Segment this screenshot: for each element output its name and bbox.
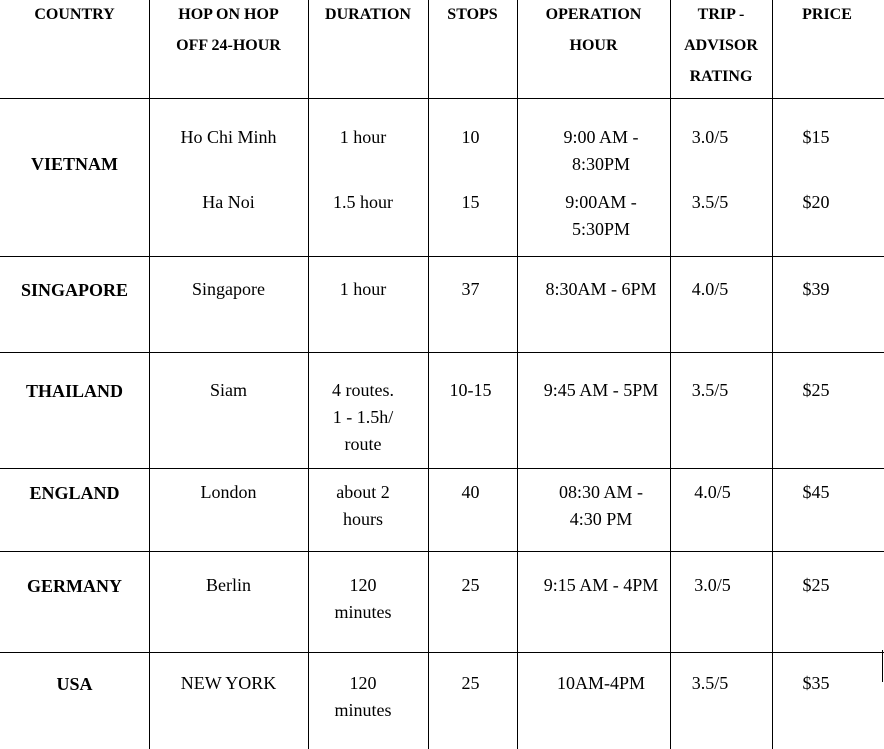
- operation-hour-cell: 8:30AM - 6PM: [545, 279, 657, 299]
- city-cell: Ho Chi Minh: [180, 127, 277, 147]
- operation-hour-cell: 9:15 AM - 4PM: [543, 575, 659, 595]
- stops-cell: 40: [461, 482, 480, 502]
- city-cell: Singapore: [192, 279, 265, 299]
- header-operation-line-2: HOUR: [569, 37, 618, 54]
- row-divider: [0, 98, 884, 99]
- stops-cell: 15: [461, 192, 480, 212]
- row-divider: [0, 652, 884, 653]
- header-hop-line-2: OFF 24-HOUR: [176, 37, 281, 54]
- stops-cell: 10-15: [449, 380, 492, 400]
- header-stops: STOPS: [447, 6, 498, 23]
- rating-cell: 3.0/5: [694, 575, 731, 595]
- duration-line: 120: [349, 673, 377, 693]
- stops-cell: 25: [461, 575, 480, 595]
- operation-hour-cell: [517, 189, 685, 243]
- price-cell: $15: [802, 127, 830, 147]
- column-divider: [517, 0, 518, 749]
- country-cell: GERMANY: [27, 576, 122, 596]
- price-cell: $35: [802, 673, 830, 693]
- column-divider: [149, 0, 150, 749]
- rating-cell: 3.5/5: [691, 192, 729, 212]
- header-price: PRICE: [802, 6, 852, 23]
- duration-cell: [308, 670, 418, 724]
- duration-cell: [308, 479, 418, 533]
- row-divider: [0, 468, 884, 469]
- operation-hour-line: 08:30 AM -: [558, 482, 643, 502]
- duration-line: about 2: [336, 482, 390, 502]
- city-cell: Berlin: [206, 575, 251, 595]
- duration-line: route: [344, 434, 382, 454]
- duration-line: 1 - 1.5h/: [332, 407, 394, 427]
- column-divider: [670, 0, 671, 749]
- header-trip-line-3: RATING: [689, 68, 753, 85]
- rating-cell: 4.0/5: [694, 482, 731, 502]
- operation-hour-line: 5:30PM: [571, 219, 631, 239]
- duration-cell: 1 hour: [339, 279, 387, 299]
- city-cell: Siam: [209, 380, 247, 400]
- operation-hour-line: 4:30 PM: [569, 509, 633, 529]
- column-divider: [428, 0, 429, 749]
- row-divider: [0, 256, 884, 257]
- operation-hour-cell: [517, 479, 685, 533]
- duration-line: minutes: [334, 700, 392, 720]
- price-cell: $25: [802, 575, 830, 595]
- column-divider: [308, 0, 309, 749]
- stops-cell: 37: [461, 279, 480, 299]
- country-cell: ENGLAND: [29, 483, 120, 503]
- price-cell: $39: [802, 279, 830, 299]
- header-trip-line-1: TRIP -: [697, 6, 745, 23]
- stops-cell: 25: [461, 673, 480, 693]
- column-divider: [772, 0, 773, 749]
- duration-line: 4 routes.: [332, 380, 394, 400]
- city-cell: Ha Noi: [202, 192, 255, 212]
- operation-hour-line: 9:00AM -: [565, 192, 637, 212]
- rating-cell: 4.0/5: [691, 279, 729, 299]
- price-cell: $20: [802, 192, 830, 212]
- country-cell: THAILAND: [25, 381, 123, 401]
- duration-cell: 1.5 hour: [333, 192, 393, 212]
- operation-hour-line: 8:30PM: [571, 154, 631, 174]
- rating-cell: 3.5/5: [691, 673, 729, 693]
- price-cell: $25: [802, 380, 830, 400]
- header-operation-line-1: OPERATION: [545, 6, 642, 23]
- operation-hour-cell: 10AM-4PM: [556, 673, 645, 693]
- operation-hour-cell: 9:45 AM - 5PM: [543, 380, 659, 400]
- duration-cell: [308, 377, 418, 458]
- duration-line: minutes: [334, 602, 392, 622]
- stops-cell: 10: [461, 127, 480, 147]
- operation-hour-cell: [517, 124, 685, 178]
- city-cell: London: [200, 482, 257, 502]
- country-cell: SINGAPORE: [20, 280, 128, 300]
- duration-line: hours: [343, 509, 383, 529]
- rating-cell: 3.5/5: [691, 380, 729, 400]
- price-cell: $45: [802, 482, 830, 502]
- header-hop-line-1: HOP ON HOP: [178, 6, 279, 23]
- row-divider: [0, 352, 884, 353]
- duration-cell: [308, 572, 418, 626]
- header-trip-line-2: ADVISOR: [684, 37, 758, 54]
- header-operation-hour: [517, 0, 670, 61]
- row-divider: [0, 551, 884, 552]
- column-divider: [882, 650, 883, 682]
- operation-hour-line: 9:00 AM -: [563, 127, 639, 147]
- header-trip-advisor-rating: [670, 0, 772, 92]
- country-cell: USA: [56, 674, 93, 694]
- duration-line: 120: [349, 575, 377, 595]
- header-duration: DURATION: [325, 6, 411, 23]
- country-cell: VIETNAM: [30, 154, 118, 174]
- city-cell: NEW YORK: [180, 673, 277, 693]
- header-country: COUNTRY: [34, 6, 115, 23]
- rating-cell: 3.0/5: [691, 127, 729, 147]
- header-hop-on-hop-off: [149, 0, 308, 61]
- duration-cell: 1 hour: [339, 127, 387, 147]
